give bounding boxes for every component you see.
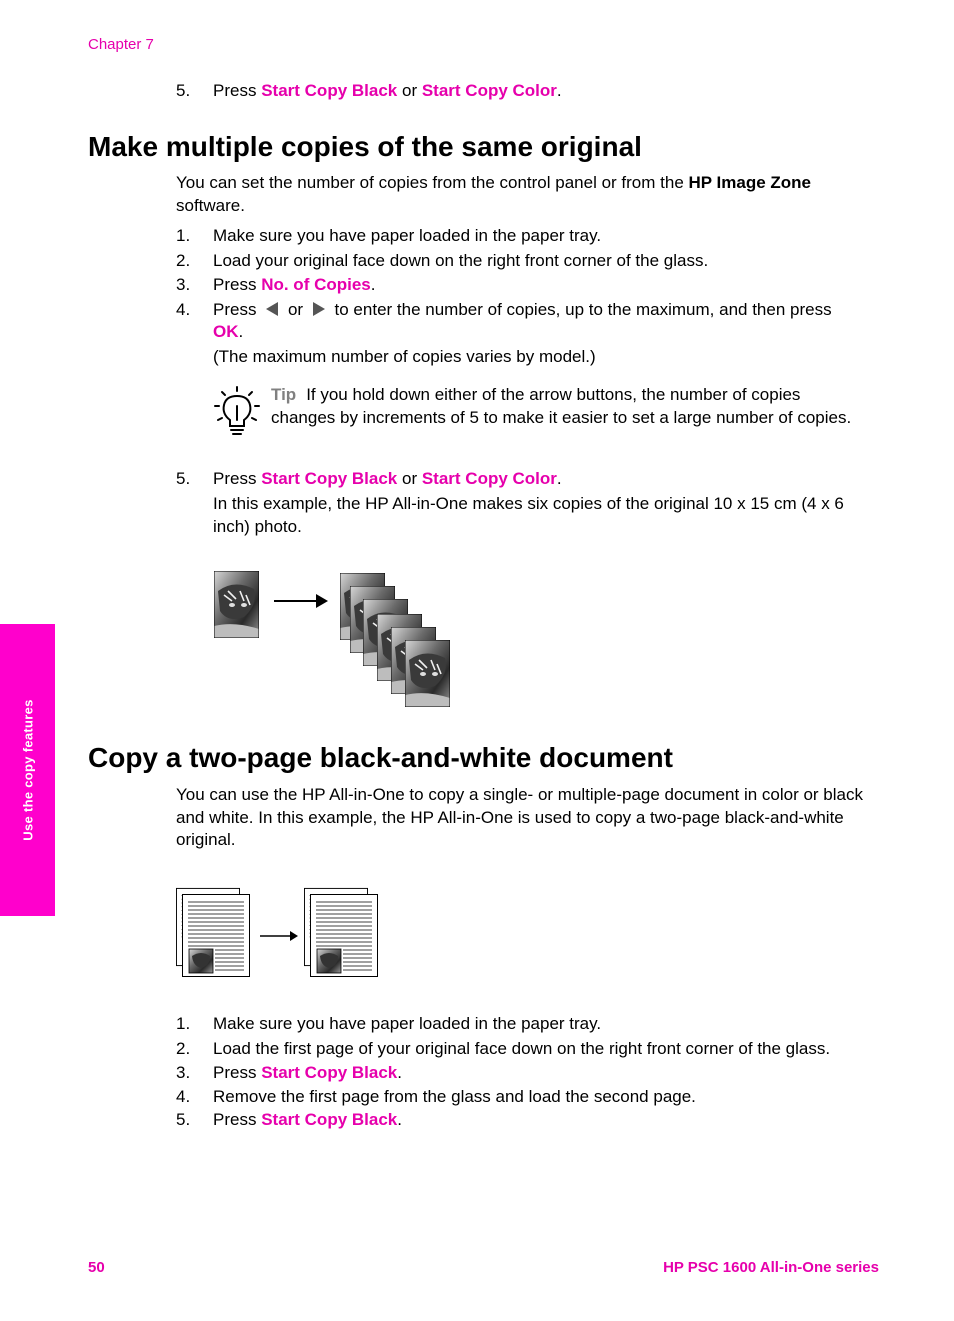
step-number: 5.	[176, 81, 191, 100]
step-text: Make sure you have paper loaded in the paper tray.	[213, 1014, 602, 1033]
multiple-copies-illustration	[212, 568, 462, 710]
left-arrow-icon	[265, 301, 279, 317]
step-number: 2.	[176, 251, 191, 270]
start-copy-black-label: Start Copy Black	[261, 469, 398, 488]
footer-title: HP PSC 1600 All-in-One series	[663, 1259, 879, 1276]
step-text: Remove the first page from the glass and load the second page.	[213, 1087, 696, 1106]
start-copy-black-label: Start Copy Black	[261, 81, 398, 100]
step-text: .	[370, 275, 376, 294]
hp-image-zone-label: HP Image Zone	[688, 173, 812, 192]
step-text: .	[556, 81, 562, 100]
start-copy-black-label: Start Copy Black	[261, 1110, 398, 1129]
step-text: or	[401, 81, 418, 100]
step-number: 3.	[176, 1063, 191, 1082]
start-copy-color-label: Start Copy Color	[421, 81, 557, 100]
section2-intro: You can use the HP All-in-One to copy a single- or multiple-page document in color or black and white. In this example, the HP All-in-One is used to copy a two-page black-and-white original.	[176, 785, 863, 849]
step-number: 5.	[176, 1110, 191, 1129]
step-text: Press	[213, 300, 257, 319]
step-number: 4.	[176, 1087, 191, 1106]
intro-text: software.	[176, 195, 245, 215]
step-text: Press	[213, 275, 257, 294]
section1-intro	[176, 172, 876, 217]
step-text: .	[397, 1063, 402, 1082]
section1-step-4-note: (The maximum number of copies varies by model.)	[213, 347, 596, 366]
ok-label: OK	[213, 322, 239, 341]
right-arrow-icon	[312, 301, 326, 317]
chapter-label: Chapter 7	[88, 36, 154, 53]
tip-text: If you hold down either of the arrow buttons, the number of copies changes by increments of 5 to make it easier to set a large number of copies.	[271, 385, 852, 427]
step-text: .	[397, 1110, 402, 1129]
step-text: Load the first page of your original face down on the right front corner of the glass.	[213, 1039, 831, 1058]
step-text: or	[401, 469, 418, 488]
step-number: 3.	[176, 275, 191, 294]
step-text: to enter the number of copies, up to the maximum, and then press	[334, 300, 832, 319]
step-number: 5.	[176, 469, 191, 488]
step-text: Press	[213, 1110, 257, 1129]
tip-box	[271, 384, 861, 429]
step-number: 4.	[176, 300, 191, 319]
step-number: 1.	[176, 1014, 191, 1033]
step-text: or	[287, 300, 304, 319]
side-tab-label: Use the copy features	[20, 699, 36, 841]
step-text: .	[238, 322, 244, 341]
two-page-copy-illustration	[174, 884, 384, 980]
intro-text: You can set the number of copies from the control panel or from the	[176, 173, 684, 192]
step-text: Press	[213, 81, 257, 100]
side-tab	[0, 624, 55, 916]
start-copy-black-label: Start Copy Black	[261, 1063, 398, 1082]
step-text: Press	[213, 469, 257, 488]
step-text: Load your original face down on the right front corner of the glass.	[213, 251, 709, 270]
step-text: .	[556, 469, 562, 488]
step-text: Make sure you have paper loaded in the paper tray.	[213, 226, 602, 245]
lightbulb-icon	[214, 386, 260, 440]
no-of-copies-label: No. of Copies	[261, 275, 371, 294]
page-number: 50	[88, 1259, 105, 1276]
step-number: 1.	[176, 226, 191, 245]
step-text: Press	[213, 1063, 257, 1082]
step-number: 2.	[176, 1039, 191, 1058]
section-title-two-page-document: Copy a two-page black-and-white document	[88, 742, 673, 773]
start-copy-color-label: Start Copy Color	[421, 469, 557, 488]
section-title-multiple-copies: Make multiple copies of the same original	[88, 131, 642, 162]
tip-label: Tip	[271, 385, 297, 404]
section1-step-5-note: In this example, the HP All-in-One makes six copies of the original 10 x 15 cm (4 x 6 inch) photo.	[213, 494, 844, 536]
